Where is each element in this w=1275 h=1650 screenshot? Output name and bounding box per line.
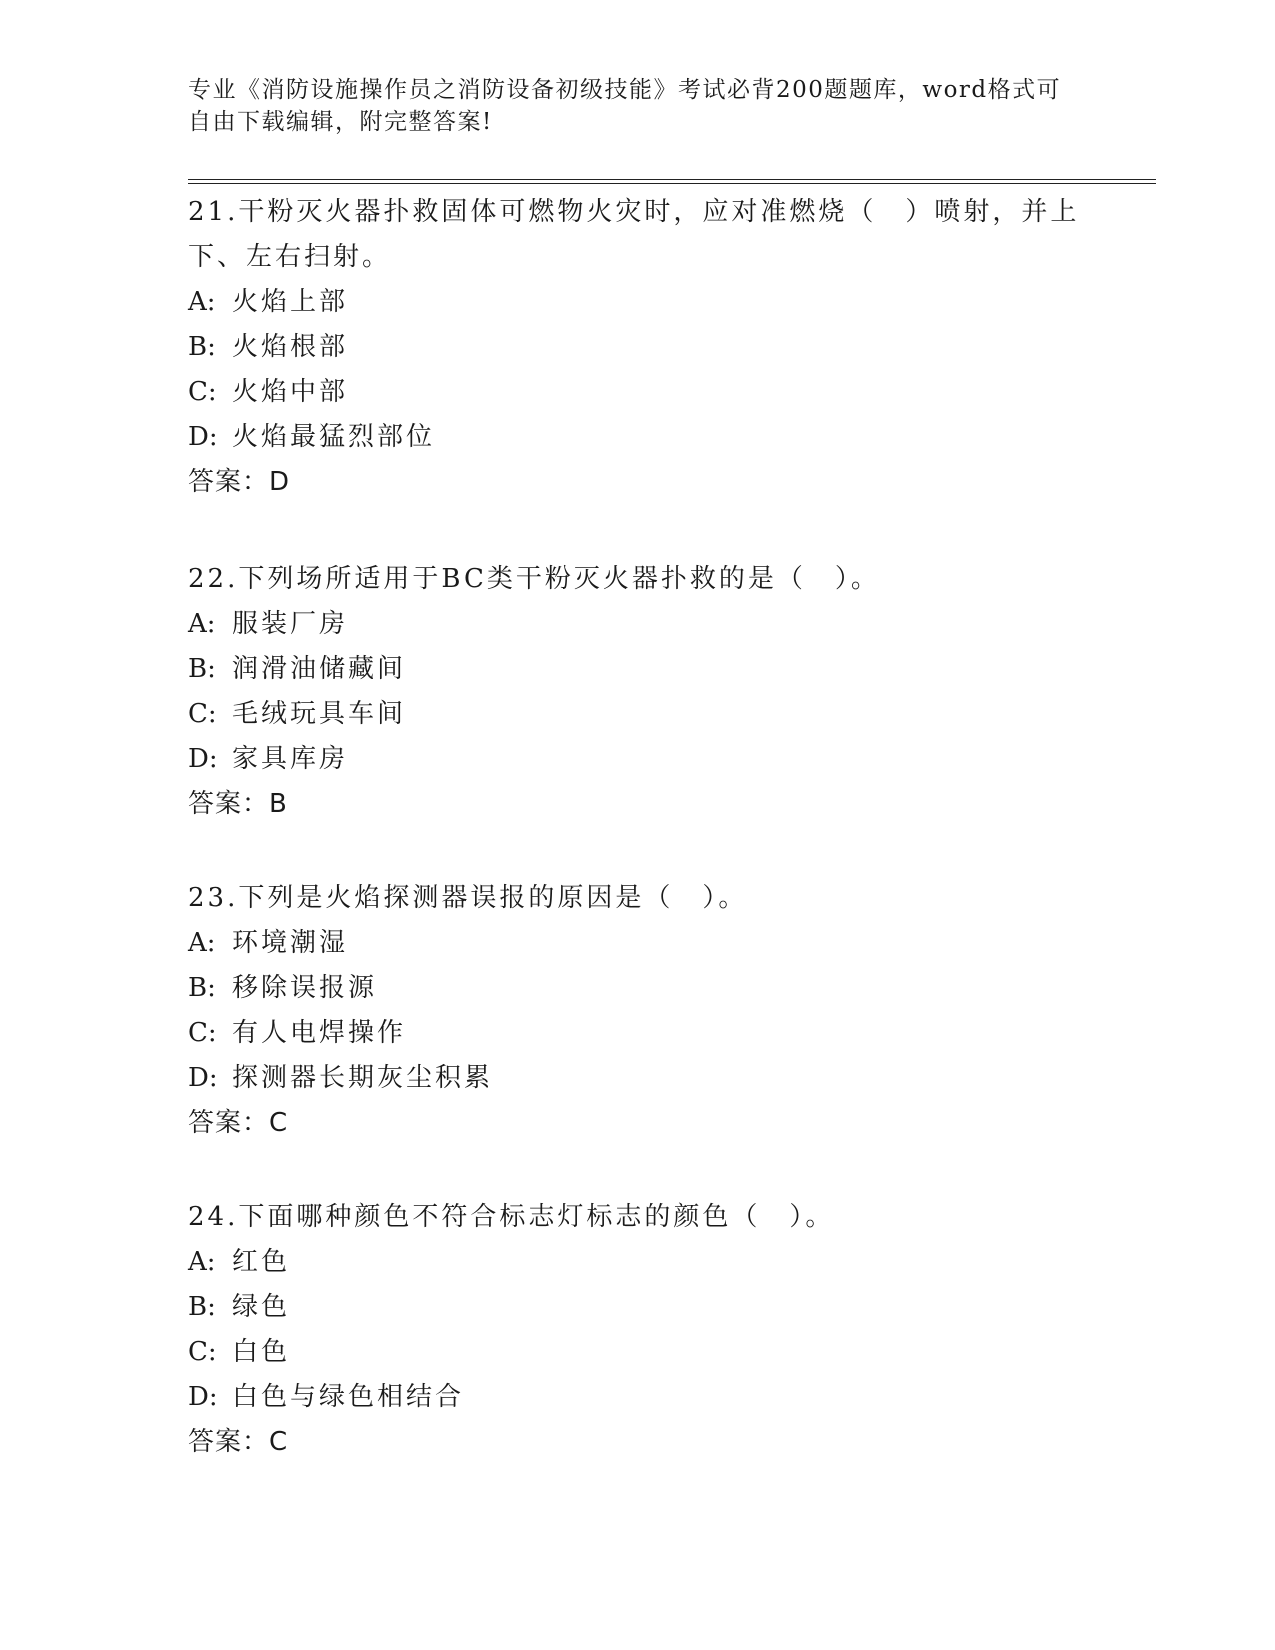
question-23 <box>188 876 1088 1146</box>
option-letter: A: <box>188 928 216 958</box>
option-text: 火焰上部 <box>232 287 349 317</box>
option-a <box>188 602 1088 647</box>
option-text: 毛绒玩具车间 <box>232 699 407 729</box>
question-stem: 21.干粉灭火器扑救固体可燃物火灾时，应对准燃烧（ ）喷射，并上下、左右扫射。 <box>188 197 1080 272</box>
option-a <box>188 921 1088 966</box>
option-letter: C: <box>188 1018 217 1048</box>
option-letter: D: <box>188 744 218 774</box>
option-text: 有人电焊操作 <box>232 1018 407 1048</box>
option-text: 环境潮湿 <box>232 928 349 958</box>
option-letter: C: <box>188 377 217 407</box>
question-21 <box>188 190 1088 505</box>
option-letter: D: <box>188 422 218 452</box>
option-text: 探测器长期灰尘积累 <box>232 1063 494 1093</box>
option-c <box>188 370 1088 415</box>
option-c <box>188 1330 1088 1375</box>
option-b <box>188 325 1088 370</box>
option-letter: C: <box>188 1337 217 1367</box>
option-text: 火焰中部 <box>232 377 349 407</box>
option-letter: A: <box>188 1247 216 1277</box>
option-letter: A: <box>188 287 216 317</box>
option-text: 绿色 <box>232 1292 291 1322</box>
answer-line: 答案：D <box>188 467 291 497</box>
option-a <box>188 1240 1088 1285</box>
option-text: 服装厂房 <box>232 609 349 639</box>
header-divider-bottom <box>188 183 1156 184</box>
question-22 <box>188 557 1088 827</box>
option-letter: B: <box>188 332 216 362</box>
option-d <box>188 1056 1088 1101</box>
option-c <box>188 1011 1088 1056</box>
option-text: 移除误报源 <box>232 973 378 1003</box>
option-letter: B: <box>188 973 216 1003</box>
option-text: 白色 <box>232 1337 291 1367</box>
question-stem: 22.下列场所适用于BC类干粉灭火器扑救的是（ ）。 <box>188 564 880 594</box>
option-letter: A: <box>188 609 216 639</box>
option-d <box>188 1375 1088 1420</box>
option-d <box>188 415 1088 460</box>
option-text: 白色与绿色相结合 <box>232 1382 465 1412</box>
option-a <box>188 280 1088 325</box>
option-letter: D: <box>188 1382 218 1412</box>
option-c <box>188 692 1088 737</box>
option-letter: B: <box>188 1292 216 1322</box>
question-stem: 23.下列是火焰探测器误报的原因是（ ）。 <box>188 883 748 913</box>
option-text: 火焰根部 <box>232 332 349 362</box>
option-d <box>188 737 1088 782</box>
question-24 <box>188 1195 1088 1465</box>
option-letter: B: <box>188 654 216 684</box>
answer-line: 答案：C <box>188 1427 289 1457</box>
answer-line: 答案：C <box>188 1108 289 1138</box>
option-text: 润滑油储藏间 <box>232 654 407 684</box>
option-text: 火焰最猛烈部位 <box>232 422 436 452</box>
option-b <box>188 966 1088 1011</box>
answer-line: 答案：B <box>188 789 288 819</box>
option-letter: C: <box>188 699 217 729</box>
option-letter: D: <box>188 1063 218 1093</box>
question-stem: 24.下面哪种颜色不符合标志灯标志的颜色（ ）。 <box>188 1202 835 1232</box>
option-text: 红色 <box>232 1247 291 1277</box>
header-divider-top <box>188 179 1156 180</box>
option-text: 家具库房 <box>232 744 349 774</box>
document-header: 专业《消防设施操作员之消防设备初级技能》考试必背200题题库，word格式可自由下载编辑，附完整答案! <box>188 77 1062 135</box>
option-b <box>188 647 1088 692</box>
option-b <box>188 1285 1088 1330</box>
